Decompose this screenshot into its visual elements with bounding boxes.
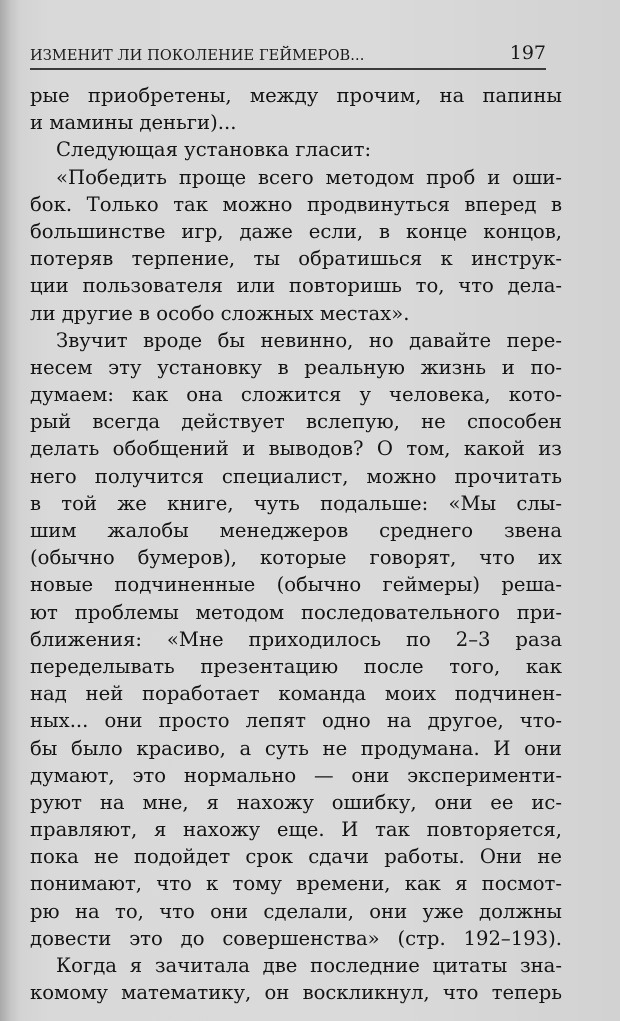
- body-text: [30, 82, 562, 1006]
- text-line: довести это до совершенства» (стр. 192–193).: [30, 926, 562, 950]
- text-line: него получится специалист, можно прочитать: [30, 464, 562, 488]
- text-line: потеряв терпение, ты обратишься к инструк-: [30, 247, 562, 271]
- text-line: рый всегда действует вслепую, не способен: [30, 410, 562, 434]
- text-line: рю на то, что они сделали, они уже должны: [30, 899, 562, 923]
- text-line: ли другие в особо сложных местах».: [30, 301, 410, 325]
- text-line: в той же книге, чуть подальше: «Мы слы-: [30, 491, 562, 515]
- text-line: пока не подойдет срок сдачи работы. Они не: [30, 845, 562, 869]
- text-line: Звучит вроде бы невинно, но давайте пере-: [56, 328, 562, 352]
- page-spine-shadow: [0, 0, 20, 1021]
- text-line: переделывать презентацию после того, как: [30, 654, 562, 678]
- text-line: рые приобретены, между прочим, на папины: [30, 84, 562, 107]
- text-line: новые подчиненные (обычно геймеры) реша-: [30, 573, 562, 597]
- text-line: большинстве игр, даже если, в конце концов,: [30, 219, 562, 243]
- text-line: ных... они просто лепят одно на другое, что-: [30, 709, 562, 733]
- page-number: 197: [509, 42, 546, 64]
- text-line: думают, это нормально — они эксперименти-: [30, 763, 562, 787]
- text-line: комому математику, он воскликнул, что теперь: [30, 981, 562, 1005]
- text-line: ции пользователя или повторишь то, что дела-: [30, 274, 562, 298]
- text-line: «Победить проще всего методом проб и оши-: [56, 165, 562, 189]
- text-line: шим жалобы менеджеров среднего звена: [30, 519, 562, 542]
- running-head: ИЗМЕНИТ ЛИ ПОКОЛЕНИЕ ГЕЙМЕРОВ...: [30, 48, 365, 64]
- text-line: делать обобщений и выводов? О том, какой из: [30, 437, 562, 461]
- text-line: над ней поработает команда моих подчинен-: [30, 682, 562, 706]
- text-line: бок. Только так можно продвинуться вперед в: [30, 192, 562, 216]
- page-header: [30, 36, 546, 70]
- text-line: несем эту установку в реальную жизнь и по-: [30, 355, 562, 379]
- text-line: руют на мне, я нахожу ошибку, они ее ис-: [30, 790, 562, 814]
- text-line: думаем: как она сложится у человека, кото-: [30, 383, 562, 407]
- text-line: Следующая установка гласит:: [56, 138, 372, 162]
- text-line: ближения: «Мне приходилось по 2–3 раза: [30, 627, 562, 651]
- text-line: правляют, я нахожу еще. И так повторяется,: [30, 818, 562, 842]
- text-line: понимают, что к тому времени, как я посмот-: [30, 872, 562, 896]
- text-line: Когда я зачитала две последние цитаты зна-: [56, 954, 562, 977]
- text-line: и мамины деньги)...: [30, 111, 237, 135]
- text-line: бы было красиво, а суть не продумана. И они: [30, 736, 562, 760]
- text-line: ют проблемы методом последовательного при-: [30, 600, 562, 624]
- text-line: (обычно бумеров), которые говорят, что их: [30, 546, 562, 570]
